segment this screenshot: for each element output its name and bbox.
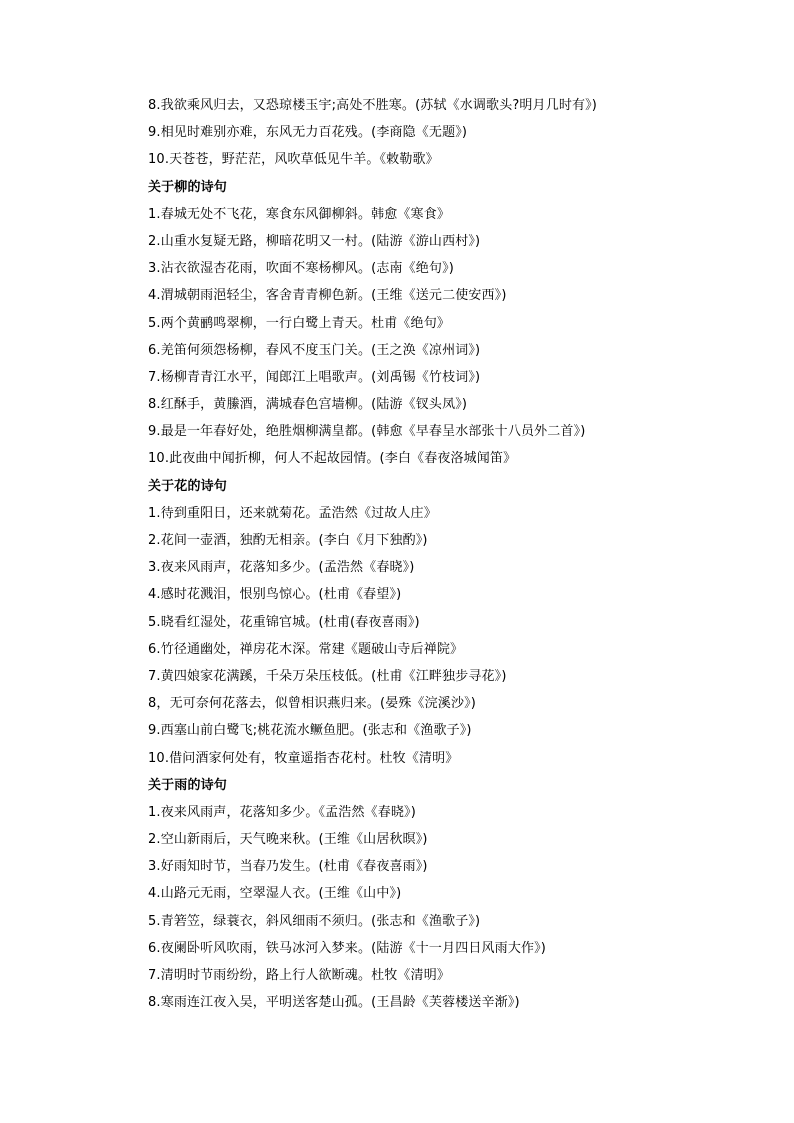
poem-line: 6.竹径通幽处，禅房花木深。常建《题破山寺后禅院》 [148,641,464,657]
poem-line: 10.借问酒家何处有，牧童遥指杏花村。杜牧《清明》 [148,750,459,766]
poem-line: 2.山重水复疑无路，柳暗花明又一村。(陆游《游山西村》) [148,233,481,249]
section-heading-flower: 关于花的诗句 [148,478,227,494]
poem-line: 1.春城无处不飞花，寒食东风御柳斜。韩愈《寒食》 [148,206,451,222]
poem-line: 7.黄四娘家花满蹊，千朵万朵压枝低。(杜甫《江畔独步寻花》) [148,668,507,684]
poem-line: 7.清明时节雨纷纷，路上行人欲断魂。杜牧《清明》 [148,968,451,983]
poem-line: 8.我欲乘风归去，又恐琼楼玉宇;高处不胜寒。(苏轼《水调歌头?明月几时有》) [148,98,598,113]
poem-line: 1.夜来风雨声，花落知多少。《孟浩然《春晓》) [148,804,416,820]
poem-line: 4.渭城朝雨浥轻尘，客舍青青柳色新。(王维《送元二使安西》) [148,288,507,304]
poem-line: 2.空山新雨后，天气晚来秋。(王维《山居秋暝》) [148,832,428,848]
poem-line: 9.相见时难别亦难，东风无力百花残。(李商隐《无题》) [148,125,468,141]
poem-line: 5.两个黄鹂鸣翠柳，一行白鹭上青天。杜甫《绝句》 [148,315,451,331]
poem-line: 4.感时花溅泪，恨别鸟惊心。(杜甫《春望》) [148,587,402,603]
section-heading-rain: 关于雨的诗句 [148,777,227,793]
poem-line: 3.好雨知时节，当春乃发生。(杜甫《春夜喜雨》) [148,859,428,875]
section-heading-willow: 关于柳的诗句 [148,179,227,195]
poem-line: 4.山路元无雨，空翠湿人衣。(王维《山中》) [148,886,402,902]
poem-line: 8，无可奈何花落去，似曾相识燕归来。(晏殊《浣溪沙》) [148,696,476,712]
poem-line: 6.夜阑卧听风吹雨，铁马冰河入梦来。(陆游《十一月四日风雨大作》) [148,940,546,956]
poem-line: 8.红酥手，黄縢酒，满城春色宫墙柳。(陆游《钗头凤》) [148,397,468,413]
poem-line: 1.待到重阳日，还来就菊花。孟浩然《过故人庄》 [148,505,437,521]
poem-line: 7.杨柳青青江水平，闻郎江上唱歌声。(刘禹锡《竹枝词》) [148,369,481,385]
poem-line: 6.羌笛何须怨杨柳，春风不度玉门关。(王之涣《凉州词》) [148,342,481,358]
poem-line: 9.西塞山前白鹭飞;桃花流水鳜鱼肥。(张志和《渔歌子》) [148,723,472,739]
poem-line: 10.此夜曲中闻折柳，何人不起故园情。(李白《春夜洛城闻笛》 [148,451,517,467]
poem-line: 9.最是一年春好处，绝胜烟柳满皇都。(韩愈《早春呈水部张十八员外二首》) [148,424,586,440]
poem-line: 8.寒雨连江夜入吴，平明送客楚山孤。(王昌龄《芙蓉楼送辛渐》) [148,995,520,1011]
poem-line: 3.沾衣欲湿杏花雨，吹面不寒杨柳风。(志南《绝句》) [148,261,454,277]
poem-line: 3.夜来风雨声，花落知多少。(孟浩然《春晓》) [148,560,415,576]
poem-list [148,92,708,1016]
poem-line: 10.天苍苍，野茫茫，风吹草低见牛羊。《敕勒歌》 [148,152,439,168]
poem-line: 5.青箬笠，绿蓑衣，斜风细雨不须归。(张志和《渔歌子》) [148,913,481,929]
poem-line: 5.晓看红湿处，花重锦官城。(杜甫(春夜喜雨》) [148,614,420,630]
poem-line: 2.花间一壶酒，独酌无相亲。(李白《月下独酌》) [148,533,428,548]
